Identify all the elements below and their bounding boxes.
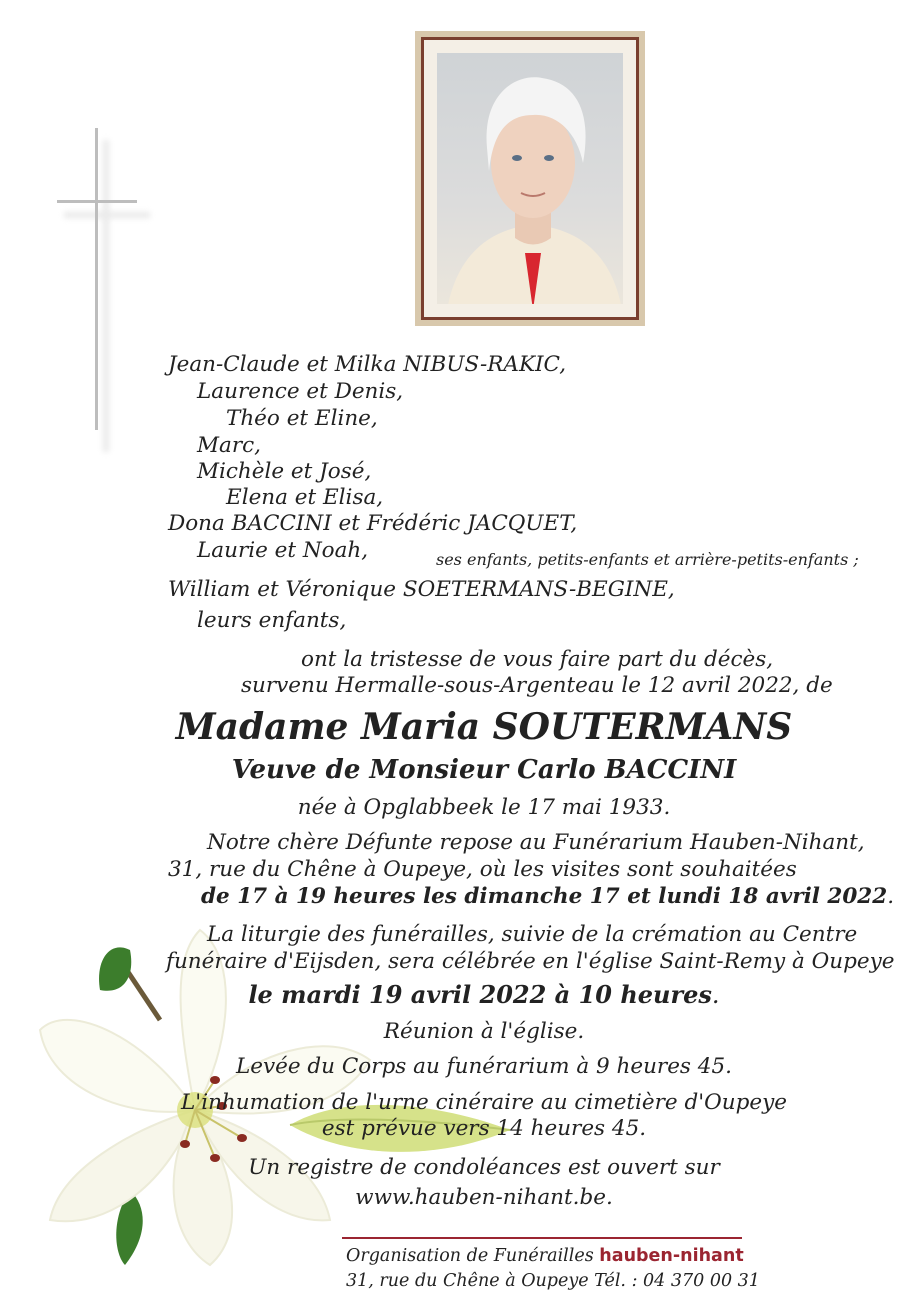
- liturgy-line-4: Réunion à l'église.: [383, 1019, 585, 1044]
- liturgy-period: .: [711, 981, 720, 1009]
- visit-line-1: Notre chère Défunte repose au Funérarium Hauben-Nihant,: [207, 830, 865, 855]
- liturgy-line-8: Un registre de condoléances est ouvert sur: [248, 1155, 720, 1180]
- family-line-8: Laurie et Noah,: [197, 538, 369, 563]
- footer-address: 31, rue du Chêne à Oupeye Tél. : 04 370 00 31: [346, 1271, 760, 1291]
- deceased-born: née à Opglabbeek le 17 mai 1933.: [297, 795, 671, 820]
- brand-logo: hauben-nihant: [599, 1246, 744, 1266]
- family-line-9: William et Véronique SOETERMANS-BEGINE,: [168, 577, 675, 602]
- visit-period: .: [887, 884, 895, 909]
- announce-line-1: ont la tristesse de vous faire part du décès,: [301, 647, 774, 672]
- family-line-6: Elena et Elisa,: [226, 485, 384, 510]
- footer-org-prefix: Organisation de Funérailles: [346, 1246, 594, 1266]
- visit-line-3: [201, 886, 894, 908]
- family-line-5: Michèle et José,: [197, 459, 372, 484]
- deceased-widow: Veuve de Monsieur Carlo BACCINI: [231, 755, 737, 785]
- footer-divider: [342, 1237, 742, 1239]
- liturgy-line-2: funéraire d'Eijsden, sera célébrée en l'église Saint-Remy à Oupeye: [166, 949, 895, 974]
- family-line-2: Laurence et Denis,: [197, 379, 404, 404]
- family-line-10: leurs enfants,: [197, 608, 347, 633]
- family-line-7: Dona BACCINI et Frédéric JACQUET,: [168, 511, 578, 536]
- liturgy-line-1: La liturgie des funérailles, suivie de la crémation au Centre: [207, 922, 858, 947]
- liturgy-line-6: L'inhumation de l'urne cinéraire au cimetière d'Oupeye: [181, 1090, 787, 1115]
- portrait-frame: [415, 31, 645, 326]
- family-line-3: Théo et Eline,: [226, 406, 378, 431]
- liturgy-line-5: Levée du Corps au funérarium à 9 heures 45.: [235, 1054, 732, 1079]
- liturgy-line-7: est prévue vers 14 heures 45.: [321, 1116, 647, 1141]
- liturgy-time: le mardi 19 avril 2022 à 10 heures: [248, 980, 712, 1009]
- portrait-photo: [437, 53, 623, 304]
- visit-hours: de 17 à 19 heures les dimanche 17 et lundi 18 avril 2022: [201, 884, 888, 909]
- family-note: ses enfants, petits-enfants et arrière-petits-enfants ;: [436, 550, 859, 569]
- footer-org: [346, 1246, 744, 1266]
- condolences-url[interactable]: www.hauben-nihant.be.: [355, 1185, 613, 1210]
- deceased-name: Madame Maria SOUTERMANS: [175, 706, 793, 748]
- liturgy-line-3: [0, 980, 918, 1009]
- announce-line-2: survenu Hermalle-sous-Argenteau le 12 avril 2022, de: [241, 673, 833, 698]
- family-line-1: Jean-Claude et Milka NIBUS-RAKIC,: [168, 352, 567, 377]
- visit-line-2: 31, rue du Chêne à Oupeye, où les visites sont souhaitées: [168, 857, 797, 882]
- family-line-4: Marc,: [197, 433, 261, 458]
